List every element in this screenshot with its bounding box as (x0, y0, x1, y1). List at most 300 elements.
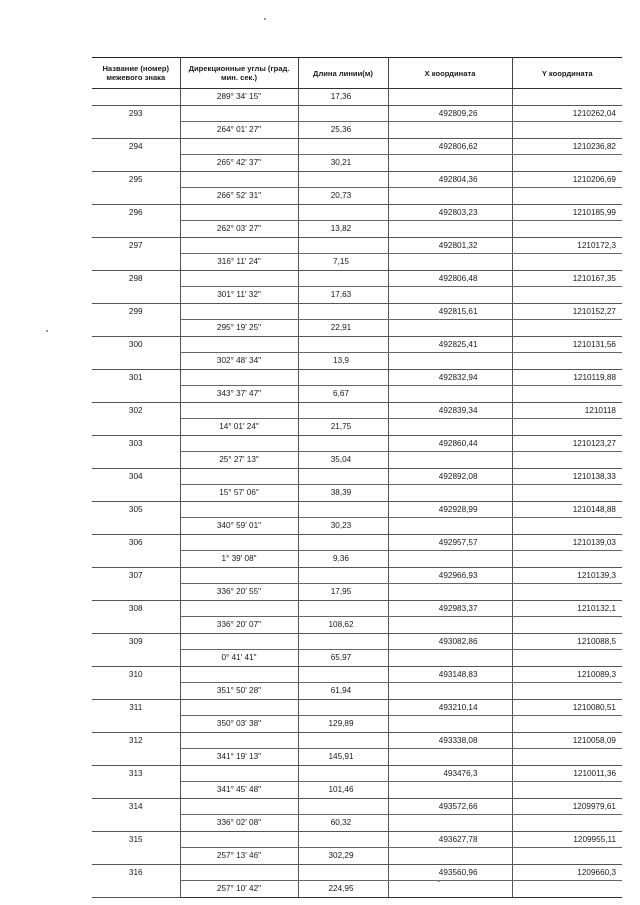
segment-row (92, 815, 622, 832)
x-coordinate: 493627,78 (388, 831, 512, 848)
empty-cell (388, 881, 512, 898)
empty-cell (388, 749, 512, 766)
empty-cell (180, 864, 298, 881)
marker-name: 294 (92, 138, 180, 155)
direction-angle: 265° 42' 37" (180, 155, 298, 172)
empty-cell (180, 600, 298, 617)
empty-cell (388, 815, 512, 832)
empty-cell (512, 881, 622, 898)
x-coordinate: 493338,08 (388, 732, 512, 749)
direction-angle: 14° 01' 24" (180, 419, 298, 436)
marker-name: 312 (92, 732, 180, 749)
y-coordinate: 1209979,61 (512, 798, 622, 815)
x-coordinate: 492832,94 (388, 369, 512, 386)
empty-cell (298, 105, 388, 122)
empty-cell (92, 353, 180, 370)
x-coordinate: 492825,41 (388, 336, 512, 353)
empty-cell (92, 221, 180, 238)
segment-row (92, 89, 622, 106)
line-length: 17,95 (298, 584, 388, 601)
direction-angle: 341° 19' 13" (180, 749, 298, 766)
empty-cell (512, 452, 622, 469)
scan-speck (46, 330, 48, 332)
line-length: 25,36 (298, 122, 388, 139)
empty-cell (180, 732, 298, 749)
empty-cell (388, 782, 512, 799)
empty-cell (388, 320, 512, 337)
marker-row (92, 699, 622, 716)
empty-cell (298, 204, 388, 221)
empty-cell (298, 765, 388, 782)
line-length: 21,75 (298, 419, 388, 436)
segment-row (92, 881, 622, 898)
marker-name: 306 (92, 534, 180, 551)
marker-row (92, 237, 622, 254)
empty-cell (512, 485, 622, 502)
x-coordinate: 493560,96 (388, 864, 512, 881)
empty-cell (180, 369, 298, 386)
line-length: 35,04 (298, 452, 388, 469)
marker-row (92, 534, 622, 551)
empty-cell (92, 419, 180, 436)
line-length: 9,36 (298, 551, 388, 568)
empty-cell (512, 551, 622, 568)
y-coordinate: 1210089,3 (512, 666, 622, 683)
line-length: 13,9 (298, 353, 388, 370)
marker-name: 301 (92, 369, 180, 386)
empty-cell (92, 782, 180, 799)
empty-cell (180, 534, 298, 551)
x-coordinate: 492806,48 (388, 270, 512, 287)
segment-row (92, 584, 622, 601)
empty-cell (180, 138, 298, 155)
x-coordinate: 493082,86 (388, 633, 512, 650)
empty-cell (298, 864, 388, 881)
empty-cell (298, 732, 388, 749)
direction-angle: 295° 19' 25" (180, 320, 298, 337)
line-length: 30,21 (298, 155, 388, 172)
empty-cell (298, 468, 388, 485)
y-coordinate: 1210236,82 (512, 138, 622, 155)
line-length: 145,91 (298, 749, 388, 766)
empty-cell (92, 386, 180, 403)
boundary-coordinates-table (92, 57, 622, 898)
x-coordinate: 492839,34 (388, 402, 512, 419)
empty-cell (512, 221, 622, 238)
marker-name: 295 (92, 171, 180, 188)
empty-cell (512, 122, 622, 139)
empty-cell (298, 666, 388, 683)
marker-name: 300 (92, 336, 180, 353)
empty-cell (180, 831, 298, 848)
line-length: 108,62 (298, 617, 388, 634)
empty-cell (512, 287, 622, 304)
segment-row (92, 122, 622, 139)
segment-row (92, 485, 622, 502)
empty-cell (388, 89, 512, 106)
marker-row (92, 171, 622, 188)
direction-angle: 264° 01' 27" (180, 122, 298, 139)
empty-cell (180, 666, 298, 683)
header-direction-angle: Дирекционные углы (град. мин. сек.) (180, 58, 298, 89)
marker-row (92, 567, 622, 584)
segment-row (92, 782, 622, 799)
marker-row (92, 435, 622, 452)
y-coordinate: 1210119,88 (512, 369, 622, 386)
empty-cell (298, 534, 388, 551)
line-length: 65,97 (298, 650, 388, 667)
line-length: 38,39 (298, 485, 388, 502)
empty-cell (512, 320, 622, 337)
empty-cell (92, 89, 180, 106)
y-coordinate: 1210152,27 (512, 303, 622, 320)
empty-cell (92, 320, 180, 337)
line-length: 61,94 (298, 683, 388, 700)
empty-cell (92, 584, 180, 601)
marker-row (92, 831, 622, 848)
direction-angle: 25° 27' 13" (180, 452, 298, 469)
direction-angle: 266° 52' 31" (180, 188, 298, 205)
y-coordinate: 1209660,3 (512, 864, 622, 881)
direction-angle: 316° 11' 24" (180, 254, 298, 271)
marker-row (92, 798, 622, 815)
y-coordinate: 1210206,69 (512, 171, 622, 188)
marker-name: 313 (92, 765, 180, 782)
empty-cell (512, 419, 622, 436)
empty-cell (388, 155, 512, 172)
empty-cell (388, 419, 512, 436)
empty-cell (512, 749, 622, 766)
segment-row (92, 551, 622, 568)
line-length: 129,89 (298, 716, 388, 733)
empty-cell (180, 435, 298, 452)
empty-cell (388, 551, 512, 568)
direction-angle: 257° 13' 46" (180, 848, 298, 865)
line-length: 224,95 (298, 881, 388, 898)
marker-row (92, 666, 622, 683)
line-length: 30,23 (298, 518, 388, 535)
x-coordinate: 492966,93 (388, 567, 512, 584)
marker-name: 310 (92, 666, 180, 683)
x-coordinate: 492806,62 (388, 138, 512, 155)
empty-cell (512, 650, 622, 667)
marker-name: 304 (92, 468, 180, 485)
x-coordinate: 492928,99 (388, 501, 512, 518)
empty-cell (180, 633, 298, 650)
empty-cell (298, 633, 388, 650)
marker-name: 303 (92, 435, 180, 452)
empty-cell (512, 353, 622, 370)
empty-cell (512, 848, 622, 865)
empty-cell (180, 501, 298, 518)
empty-cell (388, 353, 512, 370)
marker-row (92, 402, 622, 419)
segment-row (92, 254, 622, 271)
segment-row (92, 848, 622, 865)
empty-cell (298, 435, 388, 452)
segment-row (92, 155, 622, 172)
y-coordinate: 1210058,09 (512, 732, 622, 749)
x-coordinate: 493572,66 (388, 798, 512, 815)
marker-row (92, 633, 622, 650)
segment-row (92, 320, 622, 337)
empty-cell (92, 485, 180, 502)
empty-cell (512, 584, 622, 601)
empty-cell (180, 699, 298, 716)
segment-row (92, 452, 622, 469)
x-coordinate: 492801,32 (388, 237, 512, 254)
empty-cell (388, 650, 512, 667)
empty-cell (92, 122, 180, 139)
line-length: 6,67 (298, 386, 388, 403)
x-coordinate: 492957,57 (388, 534, 512, 551)
header-line-length: Длина линии(м) (298, 58, 388, 89)
marker-name: 299 (92, 303, 180, 320)
marker-name: 302 (92, 402, 180, 419)
marker-row (92, 732, 622, 749)
empty-cell (388, 188, 512, 205)
direction-angle: 1° 39' 08" (180, 551, 298, 568)
line-length: 60,32 (298, 815, 388, 832)
marker-row (92, 303, 622, 320)
empty-cell (388, 848, 512, 865)
empty-cell (388, 683, 512, 700)
direction-angle: 351° 50' 28" (180, 683, 298, 700)
marker-name: 315 (92, 831, 180, 848)
marker-row (92, 864, 622, 881)
segment-row (92, 617, 622, 634)
marker-row (92, 270, 622, 287)
y-coordinate: 1210172,3 (512, 237, 622, 254)
direction-angle: 0° 41' 41" (180, 650, 298, 667)
marker-row (92, 765, 622, 782)
direction-angle: 336° 20' 55" (180, 584, 298, 601)
y-coordinate: 1210131,56 (512, 336, 622, 353)
marker-name: 298 (92, 270, 180, 287)
marker-row (92, 336, 622, 353)
empty-cell (512, 716, 622, 733)
y-coordinate: 1210148,88 (512, 501, 622, 518)
y-coordinate: 1210132,1 (512, 600, 622, 617)
empty-cell (298, 303, 388, 320)
empty-cell (512, 617, 622, 634)
marker-name: 305 (92, 501, 180, 518)
table-body (92, 89, 622, 898)
direction-angle: 341° 45' 48" (180, 782, 298, 799)
marker-name: 297 (92, 237, 180, 254)
direction-angle: 343° 37' 47" (180, 386, 298, 403)
segment-row (92, 650, 622, 667)
line-length: 20,73 (298, 188, 388, 205)
x-coordinate: 493210,14 (388, 699, 512, 716)
empty-cell (180, 567, 298, 584)
y-coordinate: 1210088,5 (512, 633, 622, 650)
empty-cell (298, 270, 388, 287)
line-length: 101,46 (298, 782, 388, 799)
x-coordinate: 492804,36 (388, 171, 512, 188)
x-coordinate: 492892,08 (388, 468, 512, 485)
x-coordinate: 492803,23 (388, 204, 512, 221)
marker-name: 314 (92, 798, 180, 815)
line-length: 22,91 (298, 320, 388, 337)
marker-row (92, 600, 622, 617)
header-x-coordinate: X координата (388, 58, 512, 89)
empty-cell (180, 798, 298, 815)
empty-cell (92, 188, 180, 205)
direction-angle: 336° 02' 08" (180, 815, 298, 832)
segment-row (92, 221, 622, 238)
empty-cell (92, 551, 180, 568)
marker-row (92, 501, 622, 518)
y-coordinate: 1210123,27 (512, 435, 622, 452)
empty-cell (92, 716, 180, 733)
segment-row (92, 287, 622, 304)
empty-cell (180, 402, 298, 419)
y-coordinate: 1210138,33 (512, 468, 622, 485)
empty-cell (388, 221, 512, 238)
empty-cell (298, 237, 388, 254)
x-coordinate: 492815,61 (388, 303, 512, 320)
empty-cell (180, 765, 298, 782)
empty-cell (298, 501, 388, 518)
y-coordinate: 1210167,35 (512, 270, 622, 287)
segment-row (92, 353, 622, 370)
x-coordinate: 493476,3 (388, 765, 512, 782)
empty-cell (180, 105, 298, 122)
empty-cell (180, 237, 298, 254)
line-length: 17,63 (298, 287, 388, 304)
empty-cell (92, 452, 180, 469)
empty-cell (388, 452, 512, 469)
marker-row (92, 204, 622, 221)
empty-cell (388, 716, 512, 733)
empty-cell (92, 254, 180, 271)
scan-speck (264, 18, 266, 20)
segment-row (92, 188, 622, 205)
marker-name: 316 (92, 864, 180, 881)
segment-row (92, 749, 622, 766)
table-header-row (92, 58, 622, 89)
empty-cell (298, 600, 388, 617)
line-length: 13,82 (298, 221, 388, 238)
marker-name: 308 (92, 600, 180, 617)
x-coordinate: 492860,44 (388, 435, 512, 452)
marker-name: 307 (92, 567, 180, 584)
y-coordinate: 1210262,04 (512, 105, 622, 122)
direction-angle: 257° 10' 42" (180, 881, 298, 898)
empty-cell (298, 369, 388, 386)
empty-cell (92, 518, 180, 535)
empty-cell (298, 831, 388, 848)
empty-cell (388, 287, 512, 304)
y-coordinate: 1210011,36 (512, 765, 622, 782)
empty-cell (388, 617, 512, 634)
marker-row (92, 138, 622, 155)
marker-row (92, 468, 622, 485)
empty-cell (512, 89, 622, 106)
direction-angle: 15° 57' 06" (180, 485, 298, 502)
empty-cell (180, 336, 298, 353)
line-length: 17,36 (298, 89, 388, 106)
empty-cell (92, 287, 180, 304)
y-coordinate: 1210139,03 (512, 534, 622, 551)
header-marker-name: Название (номер) межевого знака (92, 58, 180, 89)
segment-row (92, 386, 622, 403)
direction-angle: 350° 03' 38" (180, 716, 298, 733)
empty-cell (388, 584, 512, 601)
empty-cell (92, 848, 180, 865)
segment-row (92, 716, 622, 733)
empty-cell (512, 254, 622, 271)
marker-row (92, 369, 622, 386)
empty-cell (512, 518, 622, 535)
direction-angle: 289° 34' 15" (180, 89, 298, 106)
empty-cell (92, 155, 180, 172)
empty-cell (512, 782, 622, 799)
line-length: 302,29 (298, 848, 388, 865)
empty-cell (180, 303, 298, 320)
empty-cell (180, 270, 298, 287)
empty-cell (298, 171, 388, 188)
empty-cell (388, 485, 512, 502)
y-coordinate: 1210118 (512, 402, 622, 419)
empty-cell (92, 683, 180, 700)
direction-angle: 262° 03' 27" (180, 221, 298, 238)
empty-cell (92, 881, 180, 898)
empty-cell (512, 188, 622, 205)
empty-cell (92, 617, 180, 634)
empty-cell (388, 254, 512, 271)
x-coordinate: 492809,26 (388, 105, 512, 122)
y-coordinate: 1210080,51 (512, 699, 622, 716)
x-coordinate: 493148,83 (388, 666, 512, 683)
empty-cell (180, 171, 298, 188)
y-coordinate: 1209955,11 (512, 831, 622, 848)
empty-cell (298, 567, 388, 584)
direction-angle: 336° 20' 07" (180, 617, 298, 634)
empty-cell (298, 798, 388, 815)
marker-name: 296 (92, 204, 180, 221)
empty-cell (298, 402, 388, 419)
empty-cell (512, 155, 622, 172)
direction-angle: 340° 59' 01" (180, 518, 298, 535)
y-coordinate: 1210139,3 (512, 567, 622, 584)
marker-name: 309 (92, 633, 180, 650)
x-coordinate: 492983,37 (388, 600, 512, 617)
marker-row (92, 105, 622, 122)
segment-row (92, 683, 622, 700)
empty-cell (388, 518, 512, 535)
empty-cell (180, 468, 298, 485)
empty-cell (388, 386, 512, 403)
empty-cell (298, 336, 388, 353)
empty-cell (92, 815, 180, 832)
empty-cell (512, 815, 622, 832)
segment-row (92, 419, 622, 436)
empty-cell (92, 650, 180, 667)
empty-cell (180, 204, 298, 221)
header-y-coordinate: Y координата (512, 58, 622, 89)
line-length: 7,15 (298, 254, 388, 271)
direction-angle: 302° 48' 34" (180, 353, 298, 370)
marker-name: 293 (92, 105, 180, 122)
empty-cell (388, 122, 512, 139)
scan-speck (438, 880, 440, 882)
empty-cell (512, 683, 622, 700)
marker-name: 311 (92, 699, 180, 716)
empty-cell (512, 386, 622, 403)
segment-row (92, 518, 622, 535)
